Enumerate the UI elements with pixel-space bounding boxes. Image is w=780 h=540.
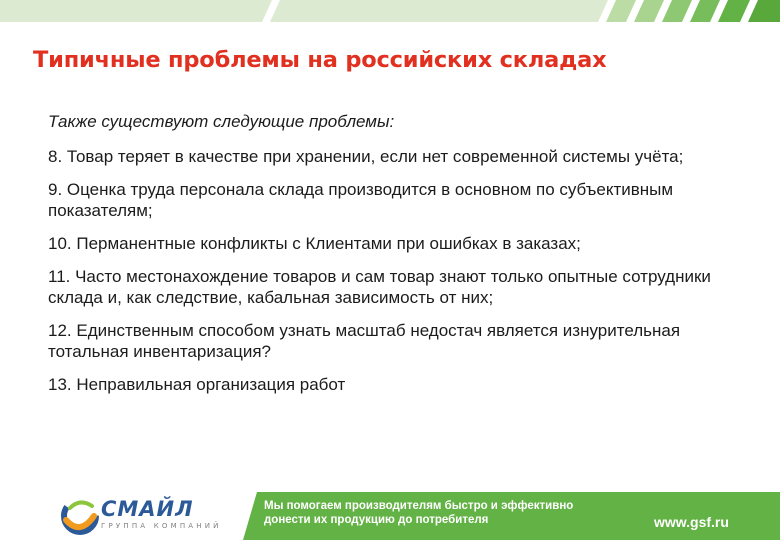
- footer-slogan: [264, 499, 573, 527]
- problem-item-11: 11. Часто местонахождение товаров и сам товар знают только опытные сотрудники склада и, как следствие, кабальная зависимость от них;: [48, 267, 711, 307]
- slogan-line-2: донести их продукцию до потребителя: [264, 514, 489, 526]
- top-decoration-stripes: [0, 0, 780, 30]
- website-link[interactable]: www.gsf.ru: [654, 514, 729, 530]
- problem-item-13: 13. Неправильная организация работ: [48, 375, 346, 394]
- slogan-line-1: Мы помогаем производителям быстро и эффективно: [264, 500, 574, 512]
- problem-item-10: 10. Перманентные конфликты с Клиентами при ошибках в заказах;: [48, 234, 581, 253]
- problem-item-8: 8. Товар теряет в качестве при хранении, если нет современной системы учёта;: [48, 147, 684, 166]
- slide-body: [48, 111, 748, 407]
- intro-text: Также существуют следующие проблемы:: [48, 112, 395, 131]
- problem-item-9: 9. Оценка труда персонала склада производится в основном по субъективным показателям;: [48, 180, 674, 220]
- logo-text: СМАЙЛ: [101, 497, 194, 521]
- problem-item-12: 12. Единственным способом узнать масштаб недостач является изнурительная тотальная инвентаризация?: [48, 321, 681, 361]
- logo-subtext: ГРУППА КОМПАНИЙ: [101, 522, 222, 530]
- slide-title: Типичные проблемы на российских складах: [33, 47, 607, 73]
